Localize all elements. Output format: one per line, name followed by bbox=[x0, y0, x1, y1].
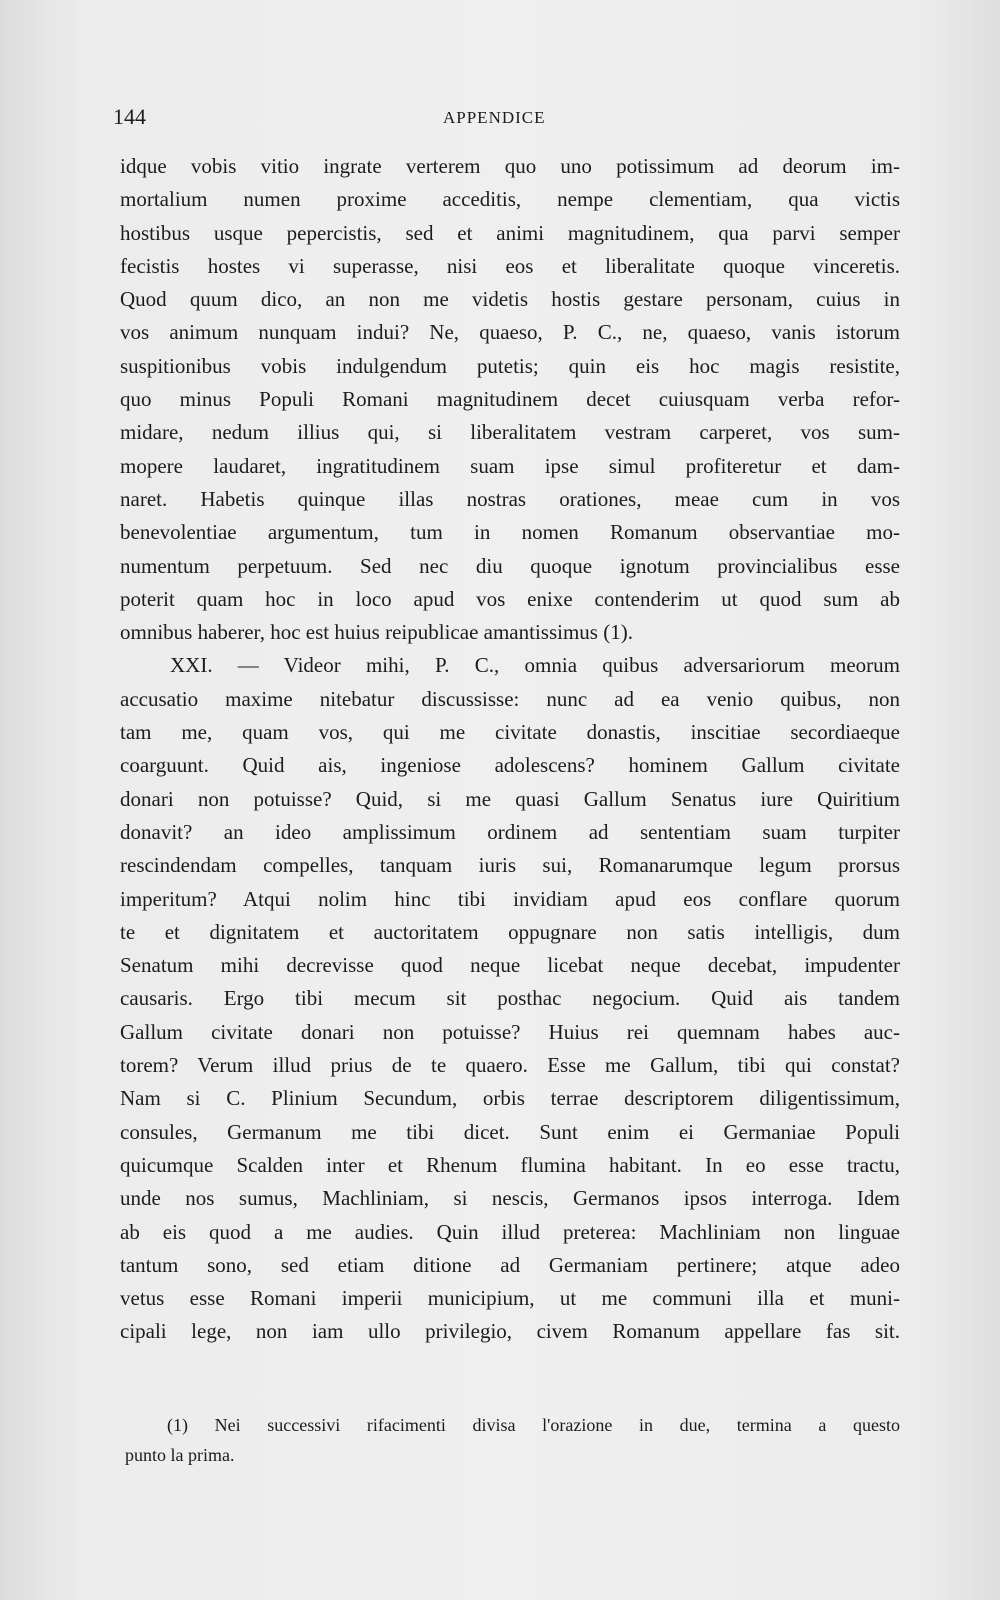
text-line: accusatio maxime nitebatur discussisse: nunc ad ea venio quibus, non bbox=[120, 686, 900, 711]
text-line: midare, nedum illius qui, si liberalitatem vestram carperet, vos sum- bbox=[120, 420, 900, 445]
text-line: vetus esse Romani imperii municipium, ut me communi illa et muni- bbox=[120, 1286, 900, 1311]
text-line: rescindendam compelles, tanquam iuris sui, Romanarumque legum prorsus bbox=[120, 853, 900, 878]
text-line: fecistis hostes vi superasse, nisi eos et liberalitate quoque vinceretis. bbox=[120, 253, 900, 278]
page-header bbox=[113, 104, 563, 134]
text-line: Senatum mihi decrevisse quod neque licebat neque decebat, impudenter bbox=[120, 953, 900, 978]
section-start-line: XXI. — Videor mihi, P. C., omnia quibus adversariorum meorum bbox=[170, 653, 900, 678]
page-number: 144 bbox=[113, 104, 146, 129]
text-line: mopere laudaret, ingratitudinem suam ipse simul profiteretur et dam- bbox=[120, 453, 900, 478]
text-line: ab eis quod a me audies. Quin illud preterea: Machliniam non linguae bbox=[120, 1219, 900, 1244]
footnote-line: punto la prima. bbox=[125, 1445, 235, 1465]
text-line: mortalium numen proxime acceditis, nempe clementiam, qua victis bbox=[120, 187, 900, 212]
text-line: quicumque Scalden inter et Rhenum flumina habitant. In eo esse tractu, bbox=[120, 1152, 900, 1177]
text-line: vos animum nunquam indui? Ne, quaeso, P. C., ne, quaeso, vanis istorum bbox=[120, 320, 900, 345]
text-line: causaris. Ergo tibi mecum sit posthac negocium. Quid ais tandem bbox=[120, 986, 900, 1011]
text-line: donavit? an ideo amplissimum ordinem ad sententiam suam turpiter bbox=[120, 819, 900, 844]
text-line: numentum perpetuum. Sed nec diu quoque ignotum provincialibus esse bbox=[120, 553, 900, 578]
running-head: APPENDICE bbox=[443, 108, 546, 127]
text-line: coarguunt. Quid ais, ingeniose adolescens? hominem Gallum civitate bbox=[120, 753, 900, 778]
footnote-line: (1) Nei successivi rifacimenti divisa l'orazione in due, termina a questo bbox=[167, 1415, 900, 1435]
text-line: idque vobis vitio ingrate verterem quo uno potissimum ad deorum im- bbox=[120, 154, 900, 178]
text-line: omnibus haberer, hoc est huius reipublicae amantissimus (1). bbox=[120, 620, 633, 645]
text-line: Nam si C. Plinium Secundum, orbis terrae descriptorem diligentissimum, bbox=[120, 1086, 900, 1111]
text-line: naret. Habetis quinque illas nostras orationes, meae cum in vos bbox=[120, 486, 900, 511]
text-line: donari non potuisse? Quid, si me quasi Gallum Senatus iure Quiritium bbox=[120, 786, 900, 811]
text-line: suspitionibus vobis indulgendum putetis; quin eis hoc magis resistite, bbox=[120, 353, 900, 378]
text-line: te et dignitatem et auctoritatem oppugnare non satis intelligis, dum bbox=[120, 919, 900, 944]
text-line: Quod quum dico, an non me videtis hostis gestare personam, cuius in bbox=[120, 287, 900, 312]
text-line: Gallum civitate donari non potuisse? Huius rei quemnam habes auc- bbox=[120, 1019, 900, 1044]
text-line: quo minus Populi Romani magnitudinem decet cuiusquam verba refor- bbox=[120, 387, 900, 412]
text-line: imperitum? Atqui nolim hinc tibi invidiam apud eos conflare quorum bbox=[120, 886, 900, 911]
text-line: torem? Verum illud prius de te quaero. Esse me Gallum, tibi qui constat? bbox=[120, 1053, 900, 1078]
text-line: consules, Germanum me tibi dicet. Sunt enim ei Germaniae Populi bbox=[120, 1119, 900, 1144]
text-line: cipali lege, non iam ullo privilegio, civem Romanum appellare fas sit. bbox=[120, 1319, 900, 1344]
text-line: poterit quam hoc in loco apud vos enixe contenderim ut quod sum ab bbox=[120, 586, 900, 611]
text-line: hostibus usque pepercistis, sed et animi magnitudinem, qua parvi semper bbox=[120, 220, 900, 245]
text-line: tantum sono, sed etiam ditione ad Germaniam pertinere; atque adeo bbox=[120, 1252, 900, 1277]
footnote bbox=[125, 1410, 900, 1470]
text-line: benevolentiae argumentum, tum in nomen Romanum observantiae mo- bbox=[120, 520, 900, 545]
body-text bbox=[120, 150, 900, 1349]
text-line: tam me, quam vos, qui me civitate donastis, inscitiae secordiaeque bbox=[120, 720, 900, 745]
text-line: unde nos sumus, Machliniam, si nescis, Germanos ipsos interroga. Idem bbox=[120, 1186, 900, 1211]
